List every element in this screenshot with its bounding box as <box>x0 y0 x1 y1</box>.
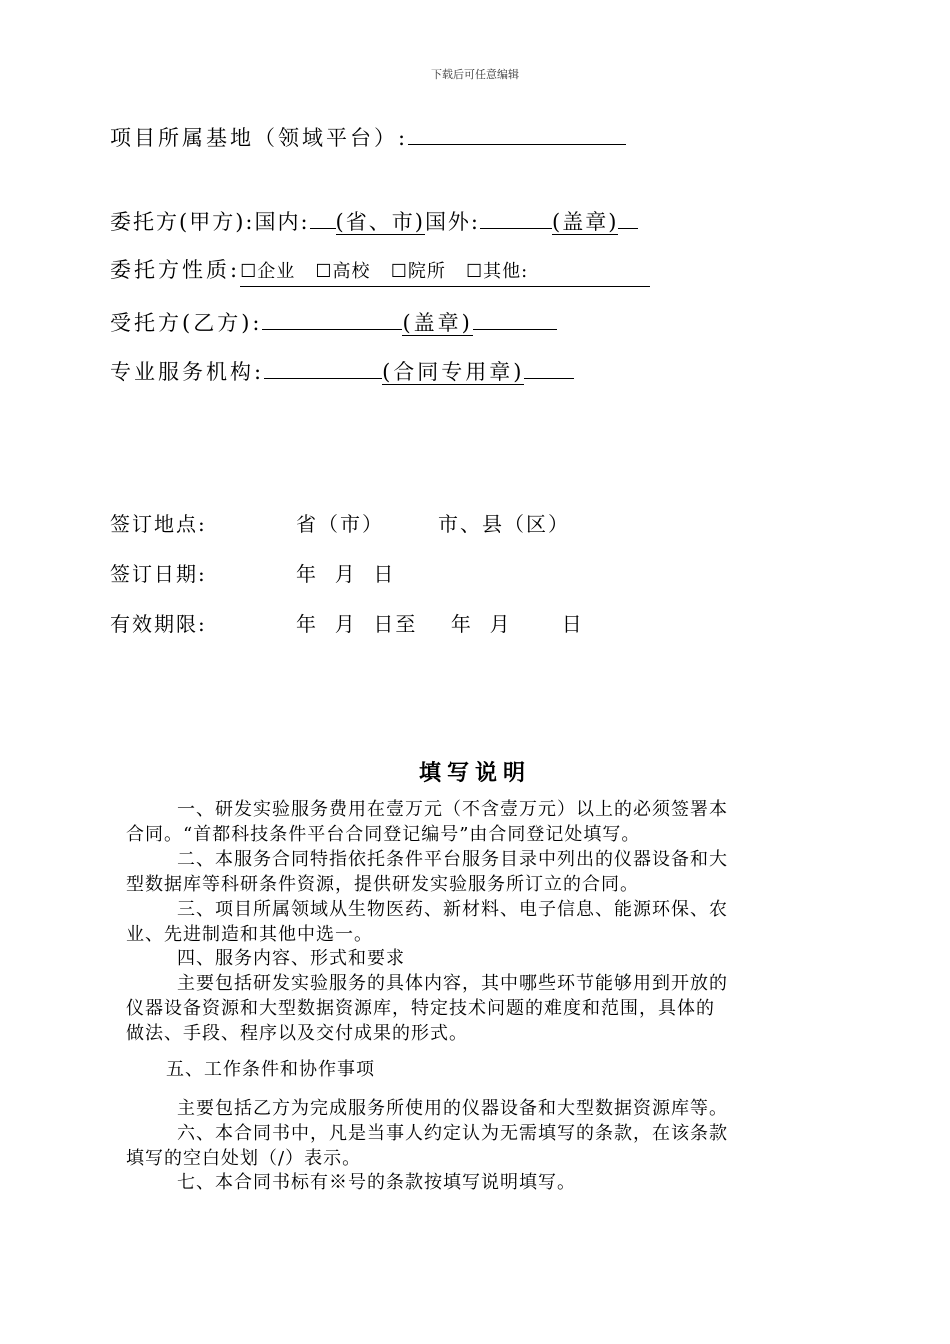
instruction-6a: 六、本合同书中，凡是当事人约定认为无需填写的条款，在该条款 <box>177 1123 728 1144</box>
date-value: 年 月 日 <box>296 562 396 586</box>
place-province: 省（市） <box>296 512 384 536</box>
base-label: 项目所属基地（领域平台）: <box>110 126 409 150</box>
contractor-seal: (盖章) <box>402 311 473 335</box>
instruction-2b: 型数据库等科研条件资源，提供研发实验服务所订立的合同。 <box>126 874 639 895</box>
client-row <box>110 206 638 236</box>
instruction-5: 五、工作条件和协作事项 <box>166 1059 375 1080</box>
foreign-label: 国外: <box>424 210 481 234</box>
instruction-2a: 二、本服务合同特指依托条件平台服务目录中列出的仪器设备和大 <box>177 849 728 870</box>
instruction-4: 四、服务内容、形式和要求 <box>177 948 405 969</box>
term-value: 年 月 日至 年 月 日 <box>296 612 584 636</box>
place-city: 市、县（区） <box>438 512 570 536</box>
agency-seal-tail <box>524 356 574 379</box>
instruction-1a: 一、研发实验服务费用在壹万元（不含壹万元）以上的必须签署本 <box>177 799 728 820</box>
agency-row <box>110 356 574 386</box>
client-label: 委托方(甲方): <box>110 210 255 234</box>
instructions-title: 填写说明 <box>418 760 531 786</box>
client-type-label: 委托方性质: <box>110 258 241 282</box>
instruction-7: 七、本合同书标有※号的条款按填写说明填写。 <box>177 1172 576 1193</box>
instruction-1b: 合同。“首都科技条件平台合同登记编号”由合同登记处填写。 <box>126 824 641 845</box>
client-type-options <box>240 258 650 287</box>
agency-label: 专业服务机构: <box>110 360 265 384</box>
foreign-field[interactable] <box>480 206 552 229</box>
contractor-seal-tail <box>473 307 557 330</box>
agency-field[interactable] <box>264 356 382 379</box>
contractor-row <box>110 307 557 337</box>
base-row <box>110 122 626 152</box>
client-type-row <box>110 256 650 287</box>
client-seal: (盖章) <box>552 210 619 234</box>
option-university[interactable]: ☐高校 <box>315 261 371 282</box>
instruction-3a: 三、项目所属领域从生物医药、新材料、电子信息、能源环保、农 <box>177 899 728 920</box>
option-institute[interactable]: ☐院所 <box>390 261 446 282</box>
term-label: 有效期限: <box>110 612 207 636</box>
option-other[interactable]: ☐其他: <box>466 261 529 282</box>
client-seal-tail <box>618 206 638 229</box>
instruction-4c: 做法、手段、程序以及交付成果的形式。 <box>126 1023 468 1044</box>
place-label: 签订地点: <box>110 512 207 536</box>
option-enterprise[interactable]: ☐企业 <box>240 261 296 282</box>
page-header: 下载后可任意编辑 <box>431 68 519 81</box>
instruction-4a: 主要包括研发实验服务的具体内容，其中哪些环节能够用到开放的 <box>177 973 728 994</box>
instruction-6b: 填写的空白处划（/）表示。 <box>126 1148 362 1169</box>
contractor-label: 受托方(乙方): <box>110 311 263 335</box>
instruction-3b: 业、先进制造和其他中选一。 <box>126 924 373 945</box>
contractor-field[interactable] <box>262 307 402 330</box>
agency-seal: (合同专用章) <box>382 360 525 384</box>
instruction-5a: 主要包括乙方为完成服务所使用的仪器设备和大型数据资源库等。 <box>177 1098 728 1119</box>
date-label: 签订日期: <box>110 562 207 586</box>
domestic-field[interactable] <box>310 206 336 229</box>
domestic-label: 国内: <box>254 210 310 234</box>
province-city: (省、市) <box>335 210 425 234</box>
base-field[interactable] <box>408 122 626 145</box>
instruction-4b: 仪器设备资源和大型数据资源库，特定技术问题的难度和范围，具体的 <box>126 998 715 1019</box>
